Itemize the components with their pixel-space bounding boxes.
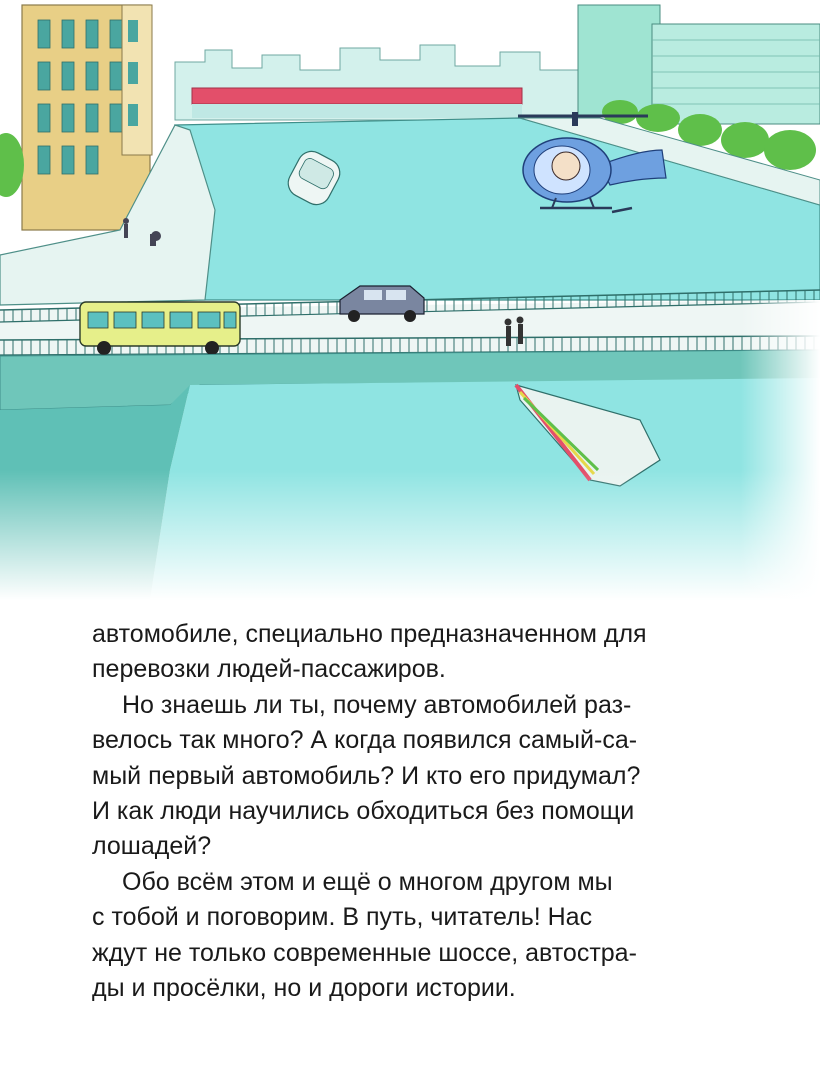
text-line: И как люди научились обходиться без помощи — [92, 797, 635, 826]
distant-bridge — [192, 88, 522, 118]
text-line: ждут не только современные шоссе, автостра- — [92, 938, 637, 967]
text-line: перевозки людей-пассажиров. — [92, 655, 446, 684]
text-line: ды и просёлки, но и дороги истории. — [92, 974, 516, 1003]
tan-building — [22, 5, 152, 230]
text-line: Обо всём этом и ещё о многом другом мы — [122, 867, 613, 896]
paragraph-3 — [92, 865, 692, 1007]
text-body — [92, 617, 692, 1006]
text-line: лошадей? — [92, 832, 212, 861]
paragraph-1 — [92, 617, 692, 688]
text-line: мый первый автомобиль? И кто его придумал? — [92, 761, 641, 790]
text-line: автомобиле, специально предназначенном для — [92, 620, 647, 648]
paragraph-2 — [92, 688, 692, 865]
text-line: велось так много? А когда появился самый-са- — [92, 726, 638, 755]
text-line: Но знаешь ли ты, почему автомобилей раз- — [122, 690, 632, 719]
text-line: с тобой и поговорим. В путь, читатель! Нас — [92, 903, 593, 932]
